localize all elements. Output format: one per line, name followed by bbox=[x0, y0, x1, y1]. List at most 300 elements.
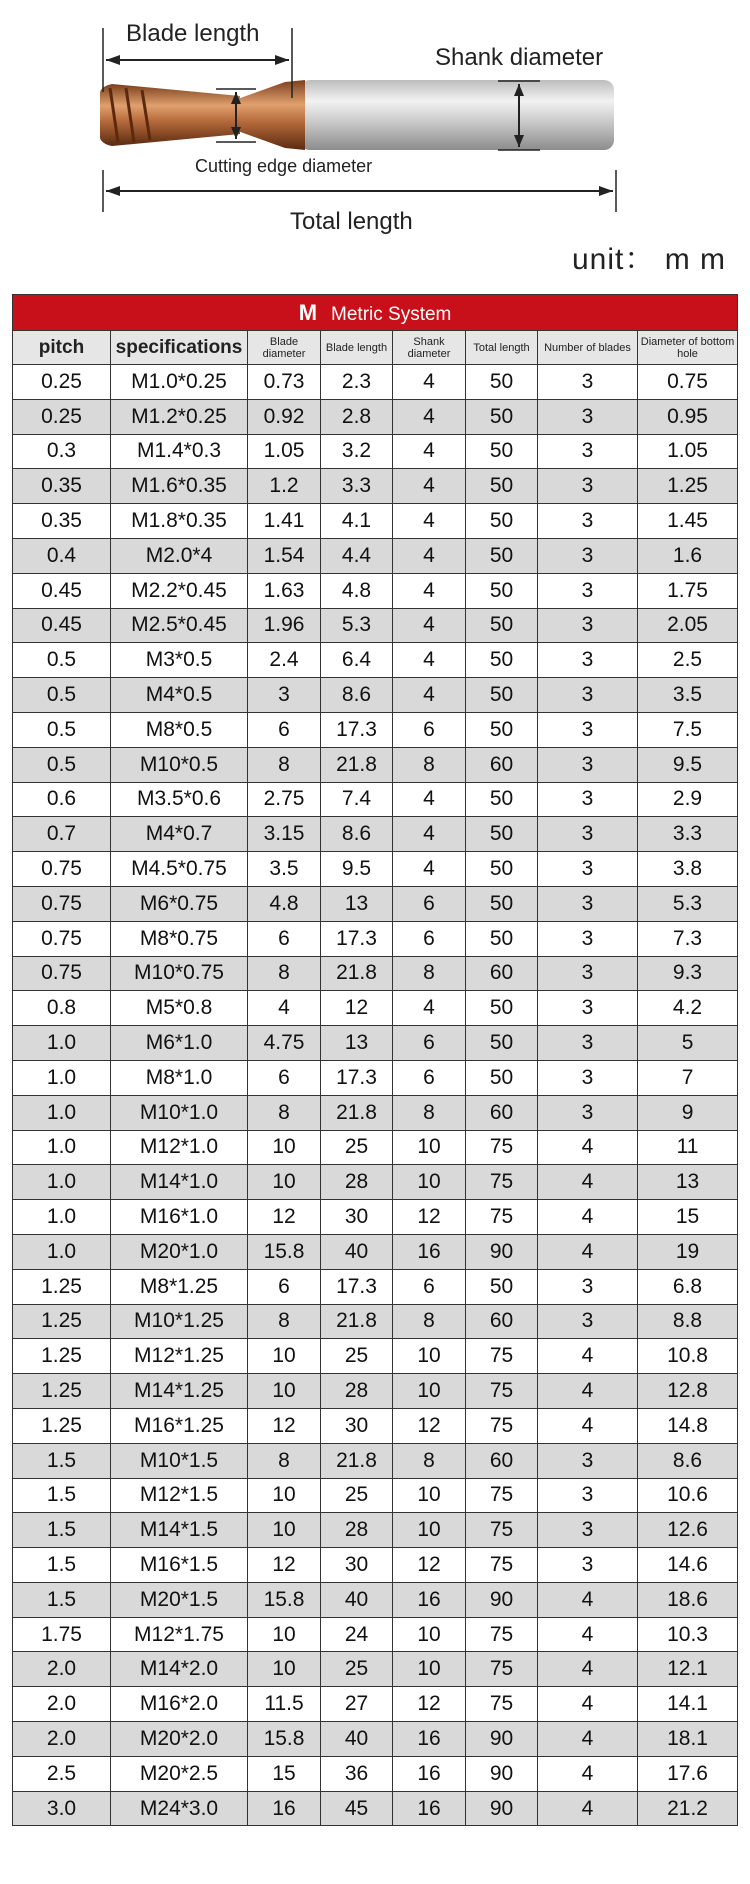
table-cell: M2.5*0.45 bbox=[111, 608, 248, 643]
table-cell: 11.5 bbox=[248, 1687, 321, 1722]
table-cell: 60 bbox=[466, 956, 538, 991]
table-row bbox=[13, 1374, 738, 1409]
table-cell: 4 bbox=[538, 1652, 638, 1687]
table-cell: 0.25 bbox=[13, 399, 111, 434]
table-cell: 12 bbox=[393, 1687, 466, 1722]
table-cell: 50 bbox=[466, 365, 538, 400]
table-cell: 10.8 bbox=[638, 1339, 738, 1374]
table-cell: 4.75 bbox=[248, 1026, 321, 1061]
table-cell: 60 bbox=[466, 1095, 538, 1130]
table-cell: 13 bbox=[638, 1165, 738, 1200]
table-cell: 10.3 bbox=[638, 1617, 738, 1652]
table-cell: M1.0*0.25 bbox=[111, 365, 248, 400]
table-cell: 1.05 bbox=[638, 434, 738, 469]
table-cell: 2.75 bbox=[248, 782, 321, 817]
table-cell: 3.5 bbox=[638, 678, 738, 713]
table-cell: 12 bbox=[248, 1408, 321, 1443]
table-cell: 1.5 bbox=[13, 1582, 111, 1617]
table-cell: 0.5 bbox=[13, 643, 111, 678]
table-cell: 21.2 bbox=[638, 1791, 738, 1826]
table-cell: 50 bbox=[466, 1060, 538, 1095]
table-cell: 7.5 bbox=[638, 712, 738, 747]
table-cell: 3 bbox=[538, 469, 638, 504]
table-cell: 10 bbox=[393, 1165, 466, 1200]
table-cell: 50 bbox=[466, 921, 538, 956]
table-cell: 4 bbox=[248, 991, 321, 1026]
table-cell: 4.8 bbox=[248, 886, 321, 921]
table-cell: M3.5*0.6 bbox=[111, 782, 248, 817]
table-cell: 0.92 bbox=[248, 399, 321, 434]
table-header-row bbox=[13, 331, 738, 365]
table-cell: 3 bbox=[538, 573, 638, 608]
table-cell: 4 bbox=[393, 817, 466, 852]
table-cell: 3 bbox=[538, 1513, 638, 1548]
table-row bbox=[13, 712, 738, 747]
table-cell: 1.5 bbox=[13, 1478, 111, 1513]
table-cell: 1.0 bbox=[13, 1200, 111, 1235]
table-cell: 16 bbox=[393, 1234, 466, 1269]
header-specifications: specifications bbox=[111, 331, 248, 365]
table-cell: 1.2 bbox=[248, 469, 321, 504]
table-row bbox=[13, 1304, 738, 1339]
table-cell: 10 bbox=[248, 1478, 321, 1513]
table-cell: 18.6 bbox=[638, 1582, 738, 1617]
table-cell: M1.4*0.3 bbox=[111, 434, 248, 469]
table-cell: 25 bbox=[321, 1652, 393, 1687]
table-cell: 6 bbox=[248, 712, 321, 747]
table-cell: M20*1.5 bbox=[111, 1582, 248, 1617]
table-cell: 3 bbox=[538, 747, 638, 782]
table-cell: 15 bbox=[248, 1756, 321, 1791]
table-cell: M12*1.5 bbox=[111, 1478, 248, 1513]
table-row bbox=[13, 1408, 738, 1443]
table-cell: 1.0 bbox=[13, 1234, 111, 1269]
table-cell: 4 bbox=[393, 399, 466, 434]
table-cell: 5.3 bbox=[638, 886, 738, 921]
table-cell: 1.0 bbox=[13, 1130, 111, 1165]
table-cell: 50 bbox=[466, 1269, 538, 1304]
table-row bbox=[13, 1513, 738, 1548]
header-blade-diameter: Blade diameter bbox=[248, 331, 321, 365]
table-cell: 10 bbox=[248, 1513, 321, 1548]
table-cell: 8 bbox=[248, 1095, 321, 1130]
cutting-edge-diameter-label: Cutting edge diameter bbox=[195, 156, 373, 176]
table-cell: 1.0 bbox=[13, 1026, 111, 1061]
table-cell: 4 bbox=[393, 608, 466, 643]
table-cell: 3.5 bbox=[248, 852, 321, 887]
table-cell: M8*1.0 bbox=[111, 1060, 248, 1095]
table-cell: 8.6 bbox=[321, 817, 393, 852]
table-cell: 8.8 bbox=[638, 1304, 738, 1339]
table-cell: 11 bbox=[638, 1130, 738, 1165]
table-cell: 14.6 bbox=[638, 1548, 738, 1583]
table-cell: 30 bbox=[321, 1408, 393, 1443]
table-row bbox=[13, 1269, 738, 1304]
table-cell: 4 bbox=[538, 1617, 638, 1652]
table-cell: 50 bbox=[466, 573, 538, 608]
table-cell: 10.6 bbox=[638, 1478, 738, 1513]
table-cell: 21.8 bbox=[321, 747, 393, 782]
table-cell: 4 bbox=[538, 1165, 638, 1200]
title-text: Metric System bbox=[331, 303, 452, 325]
table-cell: 0.5 bbox=[13, 678, 111, 713]
table-cell: 17.3 bbox=[321, 712, 393, 747]
table-cell: M2.0*4 bbox=[111, 538, 248, 573]
table-cell: 3 bbox=[538, 608, 638, 643]
table-cell: 21.8 bbox=[321, 956, 393, 991]
table-cell: 25 bbox=[321, 1339, 393, 1374]
table-cell: 90 bbox=[466, 1756, 538, 1791]
table-row bbox=[13, 469, 738, 504]
title-mark: M bbox=[298, 299, 318, 325]
table-cell: 3 bbox=[538, 956, 638, 991]
table-row bbox=[13, 782, 738, 817]
table-cell: 17.3 bbox=[321, 1269, 393, 1304]
table-cell: 0.4 bbox=[13, 538, 111, 573]
table-cell: 4 bbox=[393, 782, 466, 817]
table-cell: 90 bbox=[466, 1722, 538, 1757]
table-cell: 10 bbox=[393, 1652, 466, 1687]
table-cell: 4 bbox=[393, 469, 466, 504]
table-cell: M12*1.25 bbox=[111, 1339, 248, 1374]
table-cell: 8 bbox=[248, 747, 321, 782]
table-cell: 13 bbox=[321, 1026, 393, 1061]
spec-table-container bbox=[12, 294, 737, 1826]
table-cell: 4.2 bbox=[638, 991, 738, 1026]
table-cell: 3 bbox=[538, 1026, 638, 1061]
table-row bbox=[13, 1582, 738, 1617]
table-cell: 1.25 bbox=[13, 1408, 111, 1443]
table-cell: 16 bbox=[393, 1791, 466, 1826]
table-cell: 9 bbox=[638, 1095, 738, 1130]
table-cell: 8.6 bbox=[638, 1443, 738, 1478]
table-cell: 1.0 bbox=[13, 1060, 111, 1095]
table-cell: 12.6 bbox=[638, 1513, 738, 1548]
table-cell: 0.75 bbox=[13, 956, 111, 991]
table-cell: 3 bbox=[538, 1443, 638, 1478]
table-cell: 3 bbox=[538, 643, 638, 678]
table-cell: 19 bbox=[638, 1234, 738, 1269]
table-cell: 2.9 bbox=[638, 782, 738, 817]
table-cell: 3.15 bbox=[248, 817, 321, 852]
table-cell: 50 bbox=[466, 782, 538, 817]
shank-shape bbox=[300, 80, 614, 150]
table-cell: 50 bbox=[466, 538, 538, 573]
table-cell: 2.8 bbox=[321, 399, 393, 434]
table-cell: 4 bbox=[538, 1687, 638, 1722]
table-row bbox=[13, 1722, 738, 1757]
table-cell: 0.75 bbox=[13, 886, 111, 921]
table-cell: 45 bbox=[321, 1791, 393, 1826]
table-cell: 50 bbox=[466, 678, 538, 713]
table-cell: 1.25 bbox=[638, 469, 738, 504]
table-cell: 8 bbox=[393, 1095, 466, 1130]
table-cell: 7 bbox=[638, 1060, 738, 1095]
table-cell: 40 bbox=[321, 1722, 393, 1757]
header-bottom-hole-diameter: Diameter of bottom hole bbox=[638, 331, 738, 365]
table-cell: 0.25 bbox=[13, 365, 111, 400]
total-length-label: Total length bbox=[290, 208, 413, 235]
table-cell: 4 bbox=[393, 643, 466, 678]
table-cell: M24*3.0 bbox=[111, 1791, 248, 1826]
table-cell: 28 bbox=[321, 1513, 393, 1548]
table-cell: 6 bbox=[248, 1269, 321, 1304]
table-cell: 1.0 bbox=[13, 1095, 111, 1130]
neck-shape bbox=[235, 80, 305, 150]
table-cell: 17.3 bbox=[321, 1060, 393, 1095]
table-cell: M3*0.5 bbox=[111, 643, 248, 678]
table-cell: 16 bbox=[393, 1582, 466, 1617]
table-cell: 5 bbox=[638, 1026, 738, 1061]
table-cell: 0.75 bbox=[13, 852, 111, 887]
table-cell: 3 bbox=[538, 678, 638, 713]
table-cell: M14*1.25 bbox=[111, 1374, 248, 1409]
table-cell: 0.45 bbox=[13, 608, 111, 643]
table-cell: 60 bbox=[466, 1304, 538, 1339]
table-cell: M6*0.75 bbox=[111, 886, 248, 921]
table-cell: 15.8 bbox=[248, 1582, 321, 1617]
table-row bbox=[13, 886, 738, 921]
table-cell: 10 bbox=[248, 1652, 321, 1687]
table-cell: 3 bbox=[248, 678, 321, 713]
table-cell: 50 bbox=[466, 852, 538, 887]
unit-label: unit： m m bbox=[572, 243, 727, 276]
table-cell: 75 bbox=[466, 1548, 538, 1583]
table-cell: M1.6*0.35 bbox=[111, 469, 248, 504]
table-cell: 3 bbox=[538, 991, 638, 1026]
table-cell: M10*0.5 bbox=[111, 747, 248, 782]
table-cell: M10*1.5 bbox=[111, 1443, 248, 1478]
header-blade-length: Blade length bbox=[321, 331, 393, 365]
table-cell: 15.8 bbox=[248, 1722, 321, 1757]
table-cell: 4.1 bbox=[321, 504, 393, 539]
table-cell: 1.75 bbox=[638, 573, 738, 608]
table-row bbox=[13, 573, 738, 608]
table-cell: M4*0.5 bbox=[111, 678, 248, 713]
table-cell: 4 bbox=[393, 678, 466, 713]
table-cell: 8 bbox=[393, 956, 466, 991]
table-cell: 2.3 bbox=[321, 365, 393, 400]
table-row bbox=[13, 956, 738, 991]
table-cell: 25 bbox=[321, 1478, 393, 1513]
table-cell: M16*2.0 bbox=[111, 1687, 248, 1722]
table-cell: M20*2.5 bbox=[111, 1756, 248, 1791]
table-row bbox=[13, 1548, 738, 1583]
table-cell: 10 bbox=[248, 1617, 321, 1652]
table-cell: 75 bbox=[466, 1130, 538, 1165]
table-cell: M14*1.0 bbox=[111, 1165, 248, 1200]
table-cell: 8 bbox=[248, 1304, 321, 1339]
table-cell: 10 bbox=[248, 1339, 321, 1374]
table-cell: 2.0 bbox=[13, 1687, 111, 1722]
table-cell: 4 bbox=[538, 1722, 638, 1757]
table-cell: 1.25 bbox=[13, 1269, 111, 1304]
table-cell: 3 bbox=[538, 782, 638, 817]
table-cell: 50 bbox=[466, 469, 538, 504]
table-cell: 3 bbox=[538, 1548, 638, 1583]
table-cell: 4 bbox=[393, 365, 466, 400]
table-row bbox=[13, 1200, 738, 1235]
table-cell: 0.8 bbox=[13, 991, 111, 1026]
table-cell: 8 bbox=[393, 747, 466, 782]
shank-diameter-label: Shank diameter bbox=[435, 44, 604, 71]
table-cell: 1.25 bbox=[13, 1374, 111, 1409]
table-cell: 10 bbox=[248, 1165, 321, 1200]
table-cell: 1.0 bbox=[13, 1165, 111, 1200]
table-row bbox=[13, 1060, 738, 1095]
table-cell: 24 bbox=[321, 1617, 393, 1652]
table-cell: 8 bbox=[248, 956, 321, 991]
table-cell: 14.8 bbox=[638, 1408, 738, 1443]
table-cell: 0.35 bbox=[13, 469, 111, 504]
table-row bbox=[13, 1687, 738, 1722]
table-cell: 3.8 bbox=[638, 852, 738, 887]
table-cell: 1.25 bbox=[13, 1339, 111, 1374]
table-cell: 4 bbox=[538, 1756, 638, 1791]
table-cell: 75 bbox=[466, 1408, 538, 1443]
table-cell: M4.5*0.75 bbox=[111, 852, 248, 887]
table-cell: 8 bbox=[393, 1304, 466, 1339]
table-cell: 9.5 bbox=[321, 852, 393, 887]
table-cell: 2.4 bbox=[248, 643, 321, 678]
table-cell: 10 bbox=[393, 1374, 466, 1409]
table-cell: M10*1.0 bbox=[111, 1095, 248, 1130]
table-row bbox=[13, 678, 738, 713]
table-cell: M8*0.75 bbox=[111, 921, 248, 956]
table-cell: 30 bbox=[321, 1200, 393, 1235]
table-cell: 16 bbox=[393, 1722, 466, 1757]
table-cell: 75 bbox=[466, 1374, 538, 1409]
header-pitch: pitch bbox=[13, 331, 111, 365]
table-cell: 6 bbox=[393, 1269, 466, 1304]
table-row bbox=[13, 1443, 738, 1478]
table-cell: 1.5 bbox=[13, 1548, 111, 1583]
table-cell: 3.0 bbox=[13, 1791, 111, 1826]
table-cell: 1.54 bbox=[248, 538, 321, 573]
table-cell: 4 bbox=[393, 504, 466, 539]
table-cell: 4 bbox=[393, 573, 466, 608]
table-cell: 10 bbox=[393, 1339, 466, 1374]
table-cell: 25 bbox=[321, 1130, 393, 1165]
table-cell: 0.45 bbox=[13, 573, 111, 608]
table-cell: 6.8 bbox=[638, 1269, 738, 1304]
table-cell: 0.5 bbox=[13, 747, 111, 782]
table-cell: 90 bbox=[466, 1234, 538, 1269]
table-row bbox=[13, 921, 738, 956]
table-cell: 1.96 bbox=[248, 608, 321, 643]
table-cell: 8 bbox=[248, 1443, 321, 1478]
table-cell: 6 bbox=[248, 921, 321, 956]
tool-diagram bbox=[0, 0, 750, 290]
table-cell: M16*1.0 bbox=[111, 1200, 248, 1235]
table-cell: 3 bbox=[538, 399, 638, 434]
table-cell: 75 bbox=[466, 1513, 538, 1548]
table-cell: M5*0.8 bbox=[111, 991, 248, 1026]
table-cell: 4 bbox=[393, 852, 466, 887]
table-cell: 13 bbox=[321, 886, 393, 921]
table-cell: 0.6 bbox=[13, 782, 111, 817]
table-body bbox=[13, 365, 738, 1826]
table-cell: 12 bbox=[393, 1408, 466, 1443]
table-cell: 1.05 bbox=[248, 434, 321, 469]
spec-table bbox=[12, 294, 738, 1826]
table-row bbox=[13, 608, 738, 643]
table-cell: 4 bbox=[538, 1234, 638, 1269]
table-cell: 6.4 bbox=[321, 643, 393, 678]
table-cell: M16*1.25 bbox=[111, 1408, 248, 1443]
table-cell: 4 bbox=[538, 1130, 638, 1165]
table-cell: 28 bbox=[321, 1165, 393, 1200]
table-cell: 17.3 bbox=[321, 921, 393, 956]
table-cell: M16*1.5 bbox=[111, 1548, 248, 1583]
table-cell: 3 bbox=[538, 921, 638, 956]
table-cell: 1.5 bbox=[13, 1513, 111, 1548]
table-cell: 50 bbox=[466, 608, 538, 643]
table-cell: 6 bbox=[393, 921, 466, 956]
table-cell: 0.75 bbox=[13, 921, 111, 956]
table-cell: 3 bbox=[538, 712, 638, 747]
table-cell: 18.1 bbox=[638, 1722, 738, 1757]
table-row bbox=[13, 852, 738, 887]
table-cell: 3 bbox=[538, 1060, 638, 1095]
table-cell: 50 bbox=[466, 712, 538, 747]
table-cell: 10 bbox=[248, 1130, 321, 1165]
table-row bbox=[13, 1339, 738, 1374]
header-shank-diameter: Shank diameter bbox=[393, 331, 466, 365]
table-cell: 1.63 bbox=[248, 573, 321, 608]
table-cell: 75 bbox=[466, 1652, 538, 1687]
table-cell: 2.0 bbox=[13, 1722, 111, 1757]
table-row bbox=[13, 817, 738, 852]
table-cell: M14*1.5 bbox=[111, 1513, 248, 1548]
table-row bbox=[13, 1130, 738, 1165]
table-cell: 90 bbox=[466, 1582, 538, 1617]
table-cell: 50 bbox=[466, 991, 538, 1026]
table-title-row bbox=[13, 295, 738, 331]
table-cell: 50 bbox=[466, 504, 538, 539]
table-cell: 12.1 bbox=[638, 1652, 738, 1687]
table-cell: 10 bbox=[393, 1617, 466, 1652]
table-cell: 50 bbox=[466, 817, 538, 852]
table-cell: 3 bbox=[538, 1304, 638, 1339]
table-row bbox=[13, 434, 738, 469]
table-cell: 1.6 bbox=[638, 538, 738, 573]
table-cell: 0.73 bbox=[248, 365, 321, 400]
table-cell: 4.8 bbox=[321, 573, 393, 608]
table-cell: 0.3 bbox=[13, 434, 111, 469]
table-cell: M1.2*0.25 bbox=[111, 399, 248, 434]
table-row bbox=[13, 538, 738, 573]
table-cell: 21.8 bbox=[321, 1304, 393, 1339]
table-row bbox=[13, 504, 738, 539]
table-row bbox=[13, 1095, 738, 1130]
table-cell: 1.5 bbox=[13, 1443, 111, 1478]
table-cell: 6 bbox=[393, 1060, 466, 1095]
table-cell: 50 bbox=[466, 643, 538, 678]
table-cell: 2.05 bbox=[638, 608, 738, 643]
table-cell: 28 bbox=[321, 1374, 393, 1409]
table-cell: 75 bbox=[466, 1165, 538, 1200]
table-cell: 6 bbox=[248, 1060, 321, 1095]
table-cell: 21.8 bbox=[321, 1443, 393, 1478]
table-cell: M4*0.7 bbox=[111, 817, 248, 852]
table-cell: M20*1.0 bbox=[111, 1234, 248, 1269]
table-cell: M8*1.25 bbox=[111, 1269, 248, 1304]
table-cell: 75 bbox=[466, 1617, 538, 1652]
table-cell: 3 bbox=[538, 434, 638, 469]
table-cell: M8*0.5 bbox=[111, 712, 248, 747]
table-cell: M14*2.0 bbox=[111, 1652, 248, 1687]
